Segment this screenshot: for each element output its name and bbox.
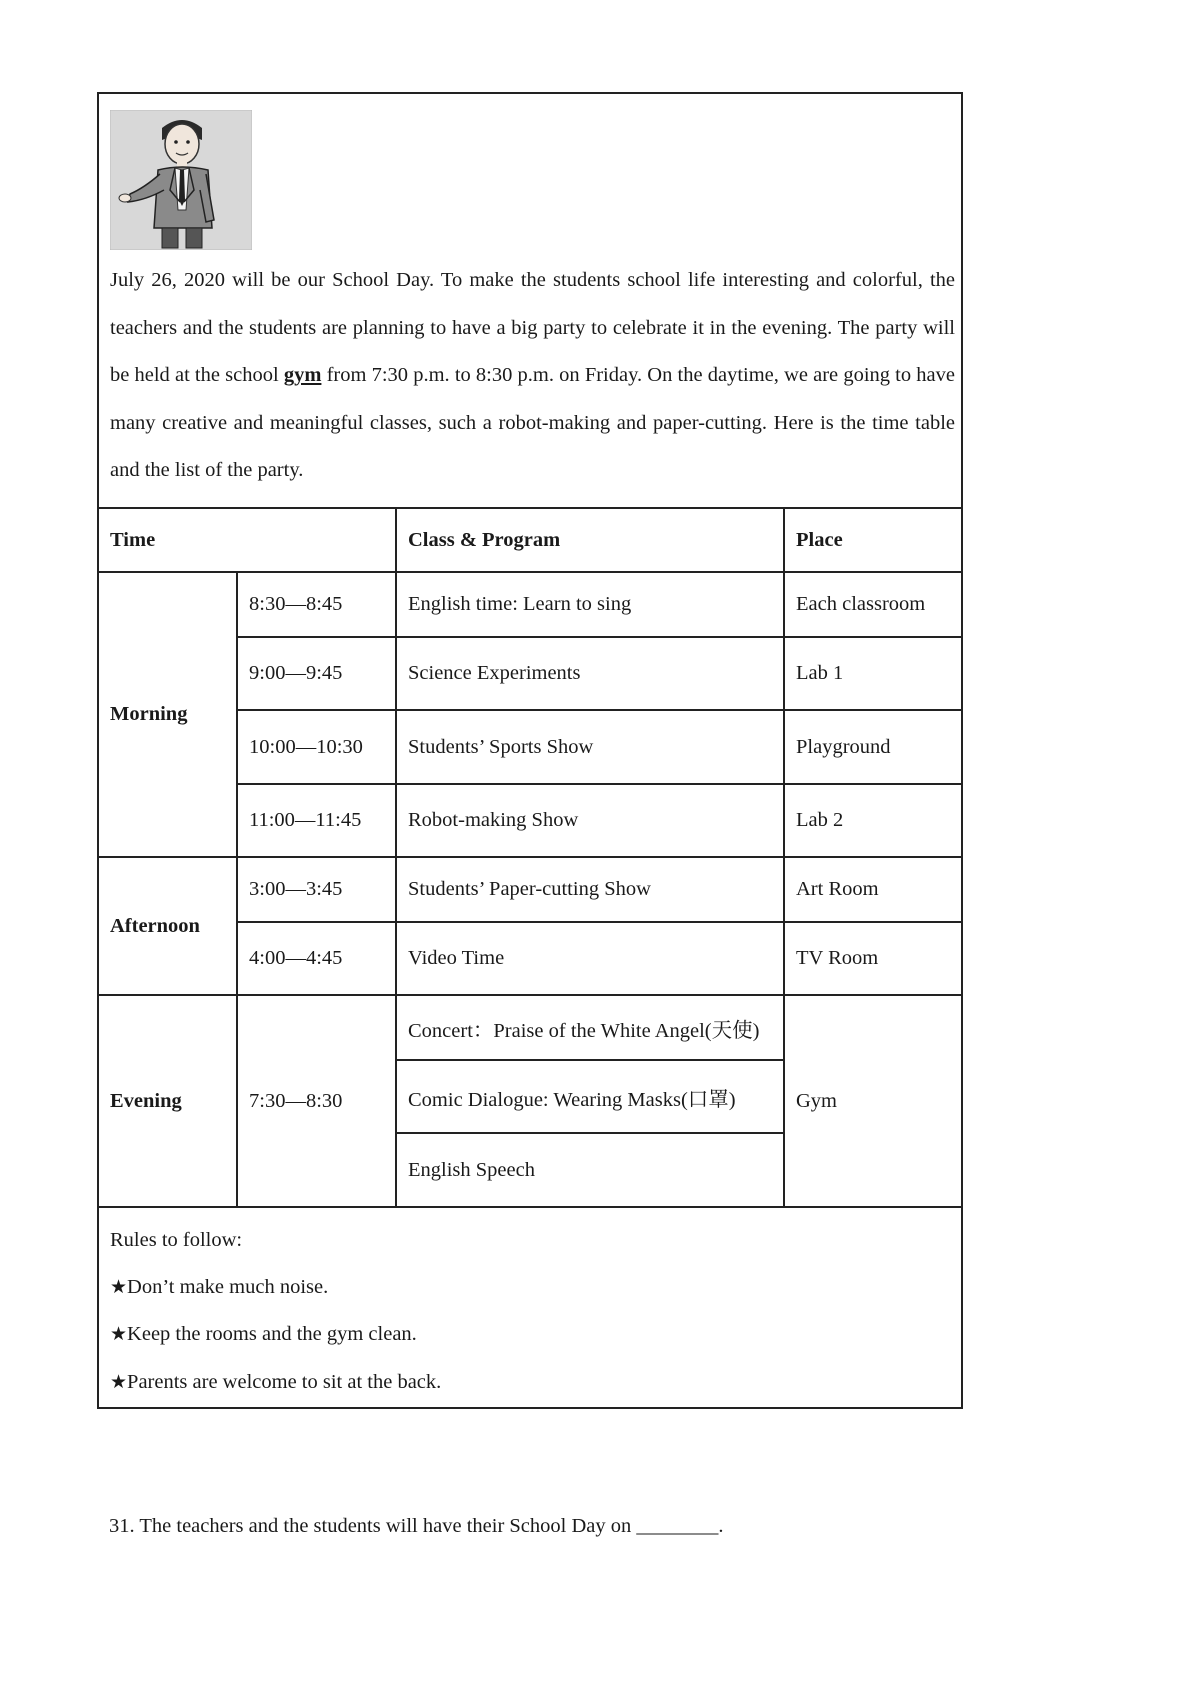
place-cell: Gym: [784, 995, 961, 1207]
program-cell: Science Experiments: [396, 637, 784, 711]
period-morning: Morning: [99, 572, 237, 857]
program-cell: Concert：Praise of the White Angel(天使): [396, 995, 784, 1059]
program-cell: English Speech: [396, 1133, 784, 1207]
rules-section: [99, 1208, 961, 1407]
table-row: [99, 995, 961, 1059]
program-cell: Students’ Sports Show: [396, 710, 784, 784]
place-cell: TV Room: [784, 922, 961, 996]
gym-word: gym: [283, 364, 322, 386]
place-cell: Lab 2: [784, 784, 961, 858]
time-cell: 8:30—8:45: [237, 572, 396, 636]
table-row: [99, 572, 961, 636]
rule-item: ★Don’t make much noise.: [110, 1276, 329, 1298]
place-cell: Each classroom: [784, 572, 961, 636]
rules-title: Rules to follow:: [110, 1229, 243, 1251]
reading-passage-box: [97, 92, 963, 1409]
place-cell: Playground: [784, 710, 961, 784]
program-cell: Students’ Paper-cutting Show: [396, 857, 784, 921]
rule-item: ★Parents are welcome to sit at the back.: [110, 1371, 442, 1393]
place-cell: Art Room: [784, 857, 961, 921]
table-header-row: [99, 508, 961, 572]
intro-paragraph: [110, 257, 955, 495]
program-cell: Video Time: [396, 922, 784, 996]
schedule-table: [99, 507, 961, 1208]
time-cell: 3:00—3:45: [237, 857, 396, 921]
period-afternoon: Afternoon: [99, 857, 237, 995]
header-time: Time: [99, 508, 396, 572]
time-cell: 10:00—10:30: [237, 710, 396, 784]
header-program: Class & Program: [396, 508, 784, 572]
period-evening: Evening: [99, 995, 237, 1207]
star-icon: ★: [110, 1323, 128, 1345]
header-place: Place: [784, 508, 961, 572]
time-cell: 7:30—8:30: [237, 995, 396, 1207]
rule-item: ★Keep the rooms and the gym clean.: [110, 1323, 417, 1345]
teacher-illustration: [110, 110, 252, 250]
table-row: [99, 857, 961, 921]
program-cell: Robot-making Show: [396, 784, 784, 858]
program-cell: English time: Learn to sing: [396, 572, 784, 636]
star-icon: ★: [110, 1276, 128, 1298]
time-cell: 9:00—9:45: [237, 637, 396, 711]
program-cell: Comic Dialogue: Wearing Masks(口罩): [396, 1060, 784, 1134]
question-31: 31. The teachers and the students will have their School Day on ________.: [109, 1515, 724, 1537]
time-cell: 4:00—4:45: [237, 922, 396, 996]
star-icon: ★: [110, 1371, 128, 1393]
time-cell: 11:00—11:45: [237, 784, 396, 858]
place-cell: Lab 1: [784, 637, 961, 711]
intro-text-part1: July 26, 2020 will be our School Day. To make the students school life interesting and colorful, the teachers and the students are planning to have a big party to celebrate it in the evening. The party will be held at the school: [110, 269, 955, 386]
intro-text-part2: from 7:30 p.m. to 8:30 p.m. on Friday. On the daytime, we are going to have many creative and meaningful classes, such a robot-making and paper-cutting. Here is the time table and the list of the party.: [110, 364, 955, 481]
intro-section: [99, 94, 961, 507]
